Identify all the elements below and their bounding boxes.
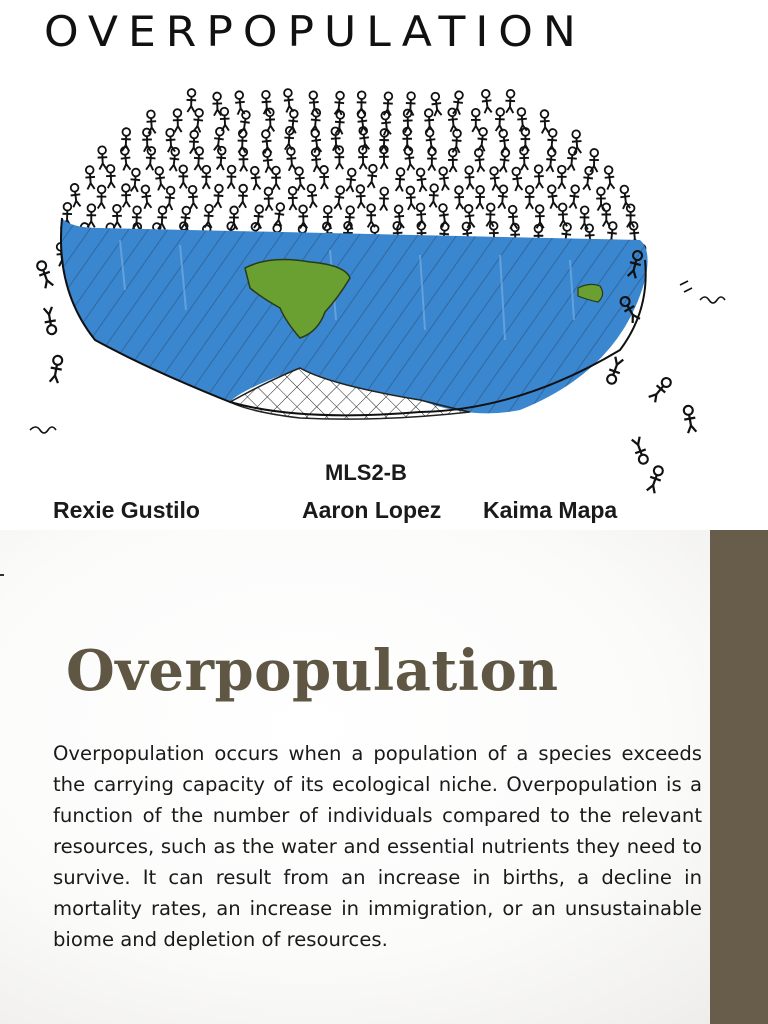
stick-figure [288,187,298,210]
stick-figure [355,185,366,208]
stick-figure [319,166,329,189]
stick-figure [310,129,323,153]
stick-figure [261,91,272,115]
team-code: MLS2-B [325,460,407,485]
stick-figure [263,187,273,210]
stick-figure [226,166,236,189]
stick-figure [253,205,265,229]
stick-figure [525,186,535,209]
stick-figure [287,110,299,134]
content-slide [0,530,768,1024]
stick-figure [129,168,141,192]
member-name: Aaron Lopez [302,497,442,523]
falling-people-left [30,260,64,433]
stick-figure [273,203,286,227]
stick-figure [164,186,176,210]
stick-figure [452,91,465,115]
slide-body-text: Overpopulation occurs when a population of a species exceeds the carrying capacity of its ecological niche. Overpopulation is a function of the number of individuals compared to the relevant resources, such as the water and essential nutrients they need to survive. It can result from an increase in births, a decline in mortality rates, an increase in immigration, or an unsustainable biome and depletion of resources. [53,742,702,951]
member-name: Kaima Mapa [483,497,618,523]
stick-figure [405,186,416,210]
stick-figure [186,89,196,112]
stick-figure [547,185,559,209]
stick-figure [284,127,295,151]
overpopulated-earth-illustration [0,50,768,500]
stick-figure [589,149,599,172]
stick-figure [179,206,191,230]
slide-heading: Overpopulation [66,638,559,704]
accent-bar [710,530,768,1024]
corner-mark [0,574,4,576]
stick-figure [494,108,505,132]
stick-figure [540,110,551,133]
stick-figure [306,184,318,208]
stick-figure [294,167,306,191]
stick-figure [596,187,606,210]
stick-figure [283,89,295,113]
stick-figure [463,204,475,228]
stick-figure [334,111,345,135]
stick-figure [379,187,389,210]
stick-figure [308,91,320,115]
stick-figure [415,203,426,227]
stick-figure [173,109,183,132]
stick-figure [481,89,493,113]
stick-figure [85,166,96,190]
stick-figure [424,109,435,133]
stick-figure [344,206,355,230]
stick-figure [106,165,117,188]
stick-figure [474,148,486,172]
stick-figure [97,146,108,169]
stick-figure [505,90,516,113]
stick-figure [229,206,239,229]
member-name: Rexie Gustilo [53,497,200,523]
stick-figure [271,167,281,190]
stick-figure [69,183,81,207]
stick-figure [142,128,152,151]
stick-figure [213,184,224,208]
stick-figure [154,166,166,190]
stick-figure [394,168,405,192]
stick-figure [415,168,428,192]
stick-figure [393,205,405,229]
stick-figure [345,168,357,192]
stick-figure [603,166,615,190]
stick-figure [379,146,389,169]
stick-figure [189,130,199,153]
stick-figure [238,184,248,207]
stick-figure [366,204,376,227]
stick-figure [571,130,582,154]
stick-figure [333,186,345,210]
stick-figure [146,110,157,134]
stick-figure [97,185,107,208]
stick-figure [579,206,589,229]
stick-figure [438,167,450,191]
stick-figure [203,205,214,229]
stick-figure [454,186,465,209]
stick-figure [464,166,475,190]
illustration-title: OVERPOPULATION [44,8,586,57]
stick-figure [475,186,485,209]
stick-figure [140,185,153,209]
stick-figure [261,130,273,154]
stick-figure [121,184,131,207]
stick-figure [366,164,378,188]
stick-figure [286,147,297,171]
stick-figure [557,166,567,189]
stick-figure [534,165,545,188]
stick-figure [178,165,188,188]
stick-figure [447,108,459,132]
stick-figure [201,166,211,189]
stick-figure [120,147,132,171]
stick-figure [405,92,416,116]
stick-figure [428,184,439,208]
stick-figure [250,166,262,190]
stick-figure [511,167,524,191]
stick-figure [508,206,519,230]
stick-figure [568,185,580,209]
stick-figure [188,186,199,210]
stick-figure [471,109,481,132]
stick-figure [489,167,501,191]
